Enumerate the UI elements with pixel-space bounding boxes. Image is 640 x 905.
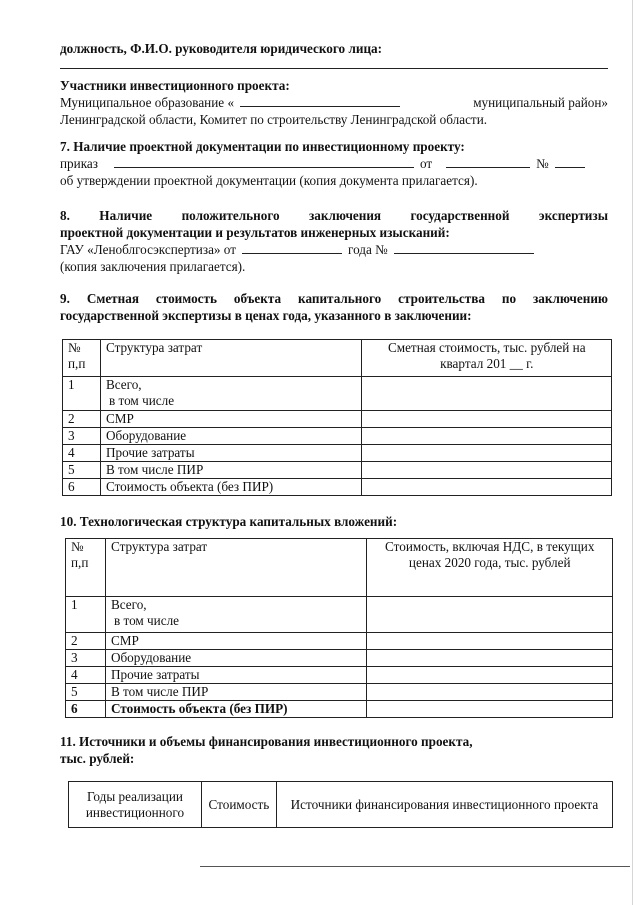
- section7-order-line: [60, 155, 608, 172]
- section11-title-line1: 11. Источники и объемы финансирования инвестиционного проекта,: [60, 734, 473, 749]
- value-cell[interactable]: [367, 701, 613, 718]
- header-cell-sources: Источники финансирования инвестиционного проекта: [276, 782, 612, 828]
- participants-line2: Ленинградской области, Комитет по строительству Ленинградской области.: [60, 112, 488, 127]
- section9-title-line1: 9. Сметная стоимость объекта капитального строительства по заключению: [60, 291, 608, 306]
- header-cell-cost: Сметная стоимость, тыс. рублей на квартал 201 __ г.: [362, 340, 612, 377]
- row-num: 1: [63, 377, 101, 411]
- table-row: [66, 701, 613, 718]
- row-label-sub: в том числе: [113, 613, 180, 628]
- section10-title: 10. Технологическая структура капитальных вложений:: [60, 514, 398, 529]
- order-number-blank: [555, 155, 585, 168]
- table-row: [66, 667, 613, 684]
- row-num: 6: [63, 479, 101, 496]
- row-label: Оборудование: [100, 428, 362, 445]
- row-label-text: Всего,: [105, 377, 142, 392]
- row-num: 6: [66, 701, 106, 718]
- municipality-blank: [240, 94, 400, 107]
- value-cell[interactable]: [367, 597, 613, 633]
- participants-line1-end: муниципальный район»: [473, 95, 608, 110]
- participants-line1-start: Муниципальное образование «: [60, 95, 235, 110]
- row-num: 3: [63, 428, 101, 445]
- section9-table: [62, 339, 612, 496]
- table-row: [66, 650, 613, 667]
- value-cell[interactable]: [362, 462, 612, 479]
- table-row: [63, 479, 612, 496]
- section9-title-line2: государственной экспертизы в ценах года, указанного в заключении:: [60, 308, 472, 323]
- row-label: СМР: [105, 633, 367, 650]
- order-blank: [114, 155, 414, 168]
- table-row: [63, 377, 612, 411]
- participants-line1: [60, 94, 608, 111]
- leader-fill-line: [60, 68, 608, 69]
- section8-attachment: (копия заключения прилагается).: [60, 259, 246, 274]
- row-label: Стоимость объекта (без ПИР): [105, 701, 367, 718]
- header-cell-num: № п,п: [66, 539, 106, 597]
- row-label: В том числе ПИР: [100, 462, 362, 479]
- value-cell[interactable]: [367, 684, 613, 701]
- value-cell[interactable]: [362, 377, 612, 411]
- value-cell[interactable]: [367, 650, 613, 667]
- value-cell[interactable]: [362, 411, 612, 428]
- row-label: Оборудование: [105, 650, 367, 667]
- header-cell-num: № п,п: [63, 340, 101, 377]
- header-cell-years: Годы реализации инвестиционного: [69, 782, 202, 828]
- page-bottom-rule: [200, 866, 630, 867]
- row-label-text: Всего,: [110, 597, 147, 612]
- row-num: 1: [66, 597, 106, 633]
- row-num: 5: [66, 684, 106, 701]
- table-row: [66, 633, 613, 650]
- scan-edge-line: [632, 0, 633, 905]
- row-label: [100, 377, 362, 411]
- table-header-row: [69, 782, 613, 828]
- section7-approval: об утверждении проектной документации (копия документа прилагается).: [60, 173, 478, 188]
- row-label: СМР: [100, 411, 362, 428]
- value-cell[interactable]: [362, 445, 612, 462]
- value-cell[interactable]: [367, 667, 613, 684]
- row-num: 4: [66, 667, 106, 684]
- row-num: 2: [63, 411, 101, 428]
- gau-date-blank: [242, 241, 342, 254]
- order-number-label: №: [536, 156, 549, 171]
- row-label: Прочие затраты: [100, 445, 362, 462]
- row-num: 2: [66, 633, 106, 650]
- table-header-row: [66, 539, 613, 597]
- section11-table: [68, 781, 613, 828]
- row-label: [105, 597, 367, 633]
- table-header-row: [63, 340, 612, 377]
- value-cell[interactable]: [362, 479, 612, 496]
- header-cell-cost: Стоимость, включая НДС, в текущих ценах 2020 года, тыс. рублей: [367, 539, 613, 597]
- section11-title-line2: тыс. рублей:: [60, 751, 135, 766]
- gau-year-label: года №: [348, 242, 388, 257]
- header-cell-structure: Структура затрат: [100, 340, 362, 377]
- gau-number-blank: [394, 241, 534, 254]
- order-date-blank: [446, 155, 530, 168]
- row-num: 3: [66, 650, 106, 667]
- participants-title: Участники инвестиционного проекта:: [60, 78, 290, 93]
- table-row: [66, 684, 613, 701]
- gau-label: ГАУ «Леноблгосэкспертиза» от: [60, 242, 236, 257]
- section8-title-line1: 8. Наличие положительного заключения государственной экспертизы: [60, 208, 608, 223]
- section7-title: 7. Наличие проектной документации по инвестиционному проекту:: [60, 139, 465, 154]
- section10-table: [65, 538, 613, 718]
- row-label-sub: в том числе: [108, 393, 175, 408]
- value-cell[interactable]: [367, 633, 613, 650]
- section8-gau-line: [60, 241, 608, 258]
- order-from-label: от: [419, 156, 433, 171]
- row-num: 4: [63, 445, 101, 462]
- table-row: [63, 411, 612, 428]
- header-cell-cost: Стоимость: [201, 782, 276, 828]
- row-label: Прочие затраты: [105, 667, 367, 684]
- table-row: [63, 428, 612, 445]
- header-cell-structure: Структура затрат: [105, 539, 367, 597]
- table-row: [63, 462, 612, 479]
- value-cell[interactable]: [362, 428, 612, 445]
- section8-title-line2: проектной документации и результатов инженерных изысканий:: [60, 225, 450, 240]
- order-label: приказ: [60, 156, 98, 171]
- row-label: В том числе ПИР: [105, 684, 367, 701]
- leader-label: должность, Ф.И.О. руководителя юридического лица:: [60, 41, 383, 56]
- table-row: [66, 597, 613, 633]
- row-num: 5: [63, 462, 101, 479]
- row-label: Стоимость объекта (без ПИР): [100, 479, 362, 496]
- table-row: [63, 445, 612, 462]
